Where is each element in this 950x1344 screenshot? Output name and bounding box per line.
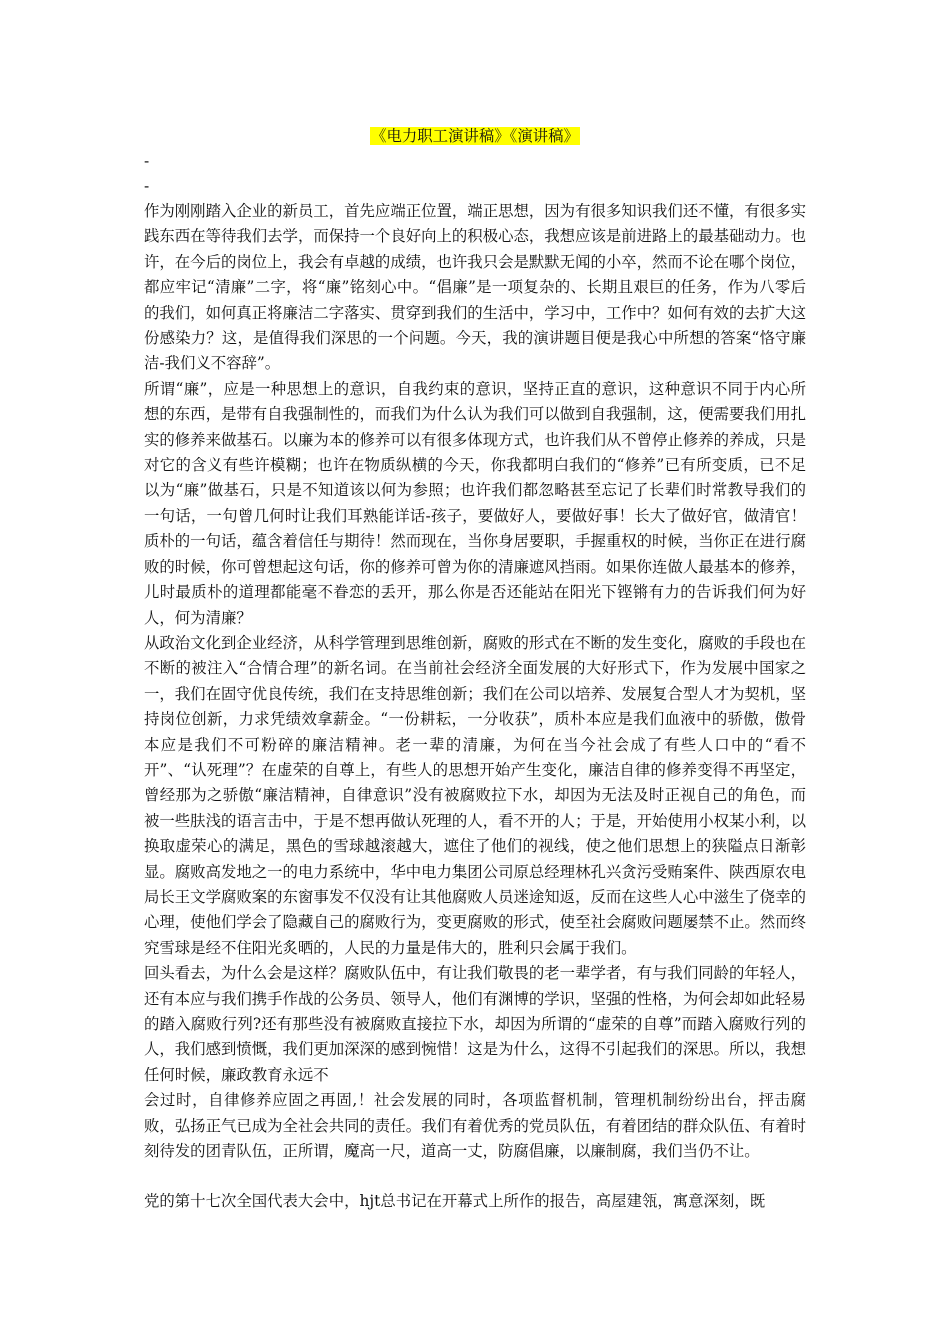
dash-line-2: - [144, 177, 150, 195]
dash-line-1: - [144, 152, 150, 170]
paragraph-6: 党的第十七次全国代表大会中，hjt总书记在开幕式上所作的报告，高屋建瓴，寓意深刻，既 [144, 1192, 766, 1211]
title-line [144, 124, 806, 149]
paragraph-2: 所谓“廉”，应是一种思想上的意识，自我约束的意识，坚持正直的意识，这种意识不同于内心所想的东西，是带有自我强制性的，而我们为什么认为我们可以做到自我强制，这，便需要我们用扎实的修养来做基石。以廉为本的修养可以有很多体现方式，也许我们从不曾停止修养的养成，只是对它的含义有些许模糊；也许在物质纵横的今天，你我都明白我们的“修养”已有所变质，已不足以为“廉”做基石，只是不知道该以何为参照；也许我们都忽略甚至忘记了长辈们时常教导我们的一句话，一句曾几何时让我们耳熟能详话-孩子，要做好人，要做好事！长大了做好官，做清官！质朴的一句话，蕴含着信任与期待！然而现在，当你身居要职，手握重权的时候，当你正在进行腐败的时候，你可曾想起这句话，你的修养可曾为你的清廉遮风挡雨。如果你连做人最基本的修养，儿时最质朴的道理都能毫不眷恋的丢开，那么你是否还能站在阳光下铿锵有力的告诉我们何为好人，何为清廉？ [144, 379, 806, 627]
paragraph-5: 会过时，自律修养应固之再固,！社会发展的同时，各项监督机制，管理机制纷纷出台，抨击腐败，弘扬正气已成为全社会共同的责任。我们有着优秀的党员队伍，有着团结的群众队伍、有着时刻待发的团青队伍，正所谓，魔高一尺，道高一丈，防腐倡廉，以廉制腐，我们当仍不让。 [144, 1091, 806, 1161]
document-body [144, 124, 806, 1215]
document-title: 《电力职工演讲稿》《演讲稿》 [371, 127, 579, 145]
paragraph-3: 从政治文化到企业经济，从科学管理到思维创新，腐败的形式在不断的发生变化，腐败的手段也在不断的被注入“合情合理”的新名词。在当前社会经济全面发展的大好形式下，作为发展中国家之一，我们在固守优良传统，我们在支持思维创新；我们在公司以培养、发展复合型人才为契机，坚持岗位创新，力求凭绩效拿薪金。“一份耕耘，一分收获”，质朴本应是我们血液中的骄傲，傲骨本应是我们不可粉碎的廉洁精神。老一辈的清廉，为何在当今社会成了有些人口中的“看不开”、“认死理”？在虚荣的自尊上，有些人的思想开始产生变化，廉洁自律的修养变得不再坚定，曾经那为之骄傲“廉洁精神，自律意识”没有被腐败拉下水，却因为无法及时正视自己的角色，而被一些肤浅的语言击中，于是不想再做认死理的人，看不开的人；于是，开始使用小权某小利，以换取虚荣心的满足，黑色的雪球越滚越大，遮住了他们的视线，使之他们思想上的狭隘点日渐彰显。腐败高发地之一的电力系统中，华中电力集团公司原总经理林孔兴贪污受贿案件、陕西原农电局长王文学腐败案的东窗事发不仅没有让其他腐败人员迷途知返，反而在这些人心中滋生了侥幸的心理，使他们学会了隐藏自己的腐败行为，变更腐败的形式，使至社会腐败问题屡禁不止。然而终究雪球是经不住阳光炙晒的，人民的力量是伟大的，胜利只会属于我们。 [144, 633, 806, 957]
paragraph-1: 作为刚刚踏入企业的新员工，首先应端正位置，端正思想，因为有很多知识我们还不懂，有很多实践东西在等待我们去学，而保持一个良好向上的积极心态，我想应该是前进路上的最基础动力。也许，在今后的岗位上，我会有卓越的成绩，也许我只会是默默无闻的小卒，然而不论在哪个岗位，都应牢记“清廉”二字，将“廉”铭刻心中。“倡廉”是一项复杂的、长期且艰巨的任务，作为八零后的我们，如何真正将廉洁二字落实、贯穿到我们的生活中，学习中，工作中？如何有效的去扩大这份感染力？这，是值得我们深思的一个问题。今天，我的演讲题目便是我心中所想的答案“恪守廉洁-我们义不容辞”。 [144, 202, 806, 373]
paragraph-spacer [144, 1164, 806, 1189]
paragraph-4: 回头看去，为什么会是这样？腐败队伍中，有让我们敬畏的老一辈学者，有与我们同龄的年轻人，还有本应与我们携手作战的公务员、领导人，他们有渊博的学识，坚强的性格，为何会却如此轻易的踏入腐败行列?还有那些没有被腐败直接拉下水，却因为所谓的“虚荣的自尊”而踏入腐败行列的人，我们感到愤慨，我们更加深深的感到惋惜！这是为什么，这得不引起我们的深思。所以，我想任何时候，廉政教育永远不 [144, 964, 806, 1084]
